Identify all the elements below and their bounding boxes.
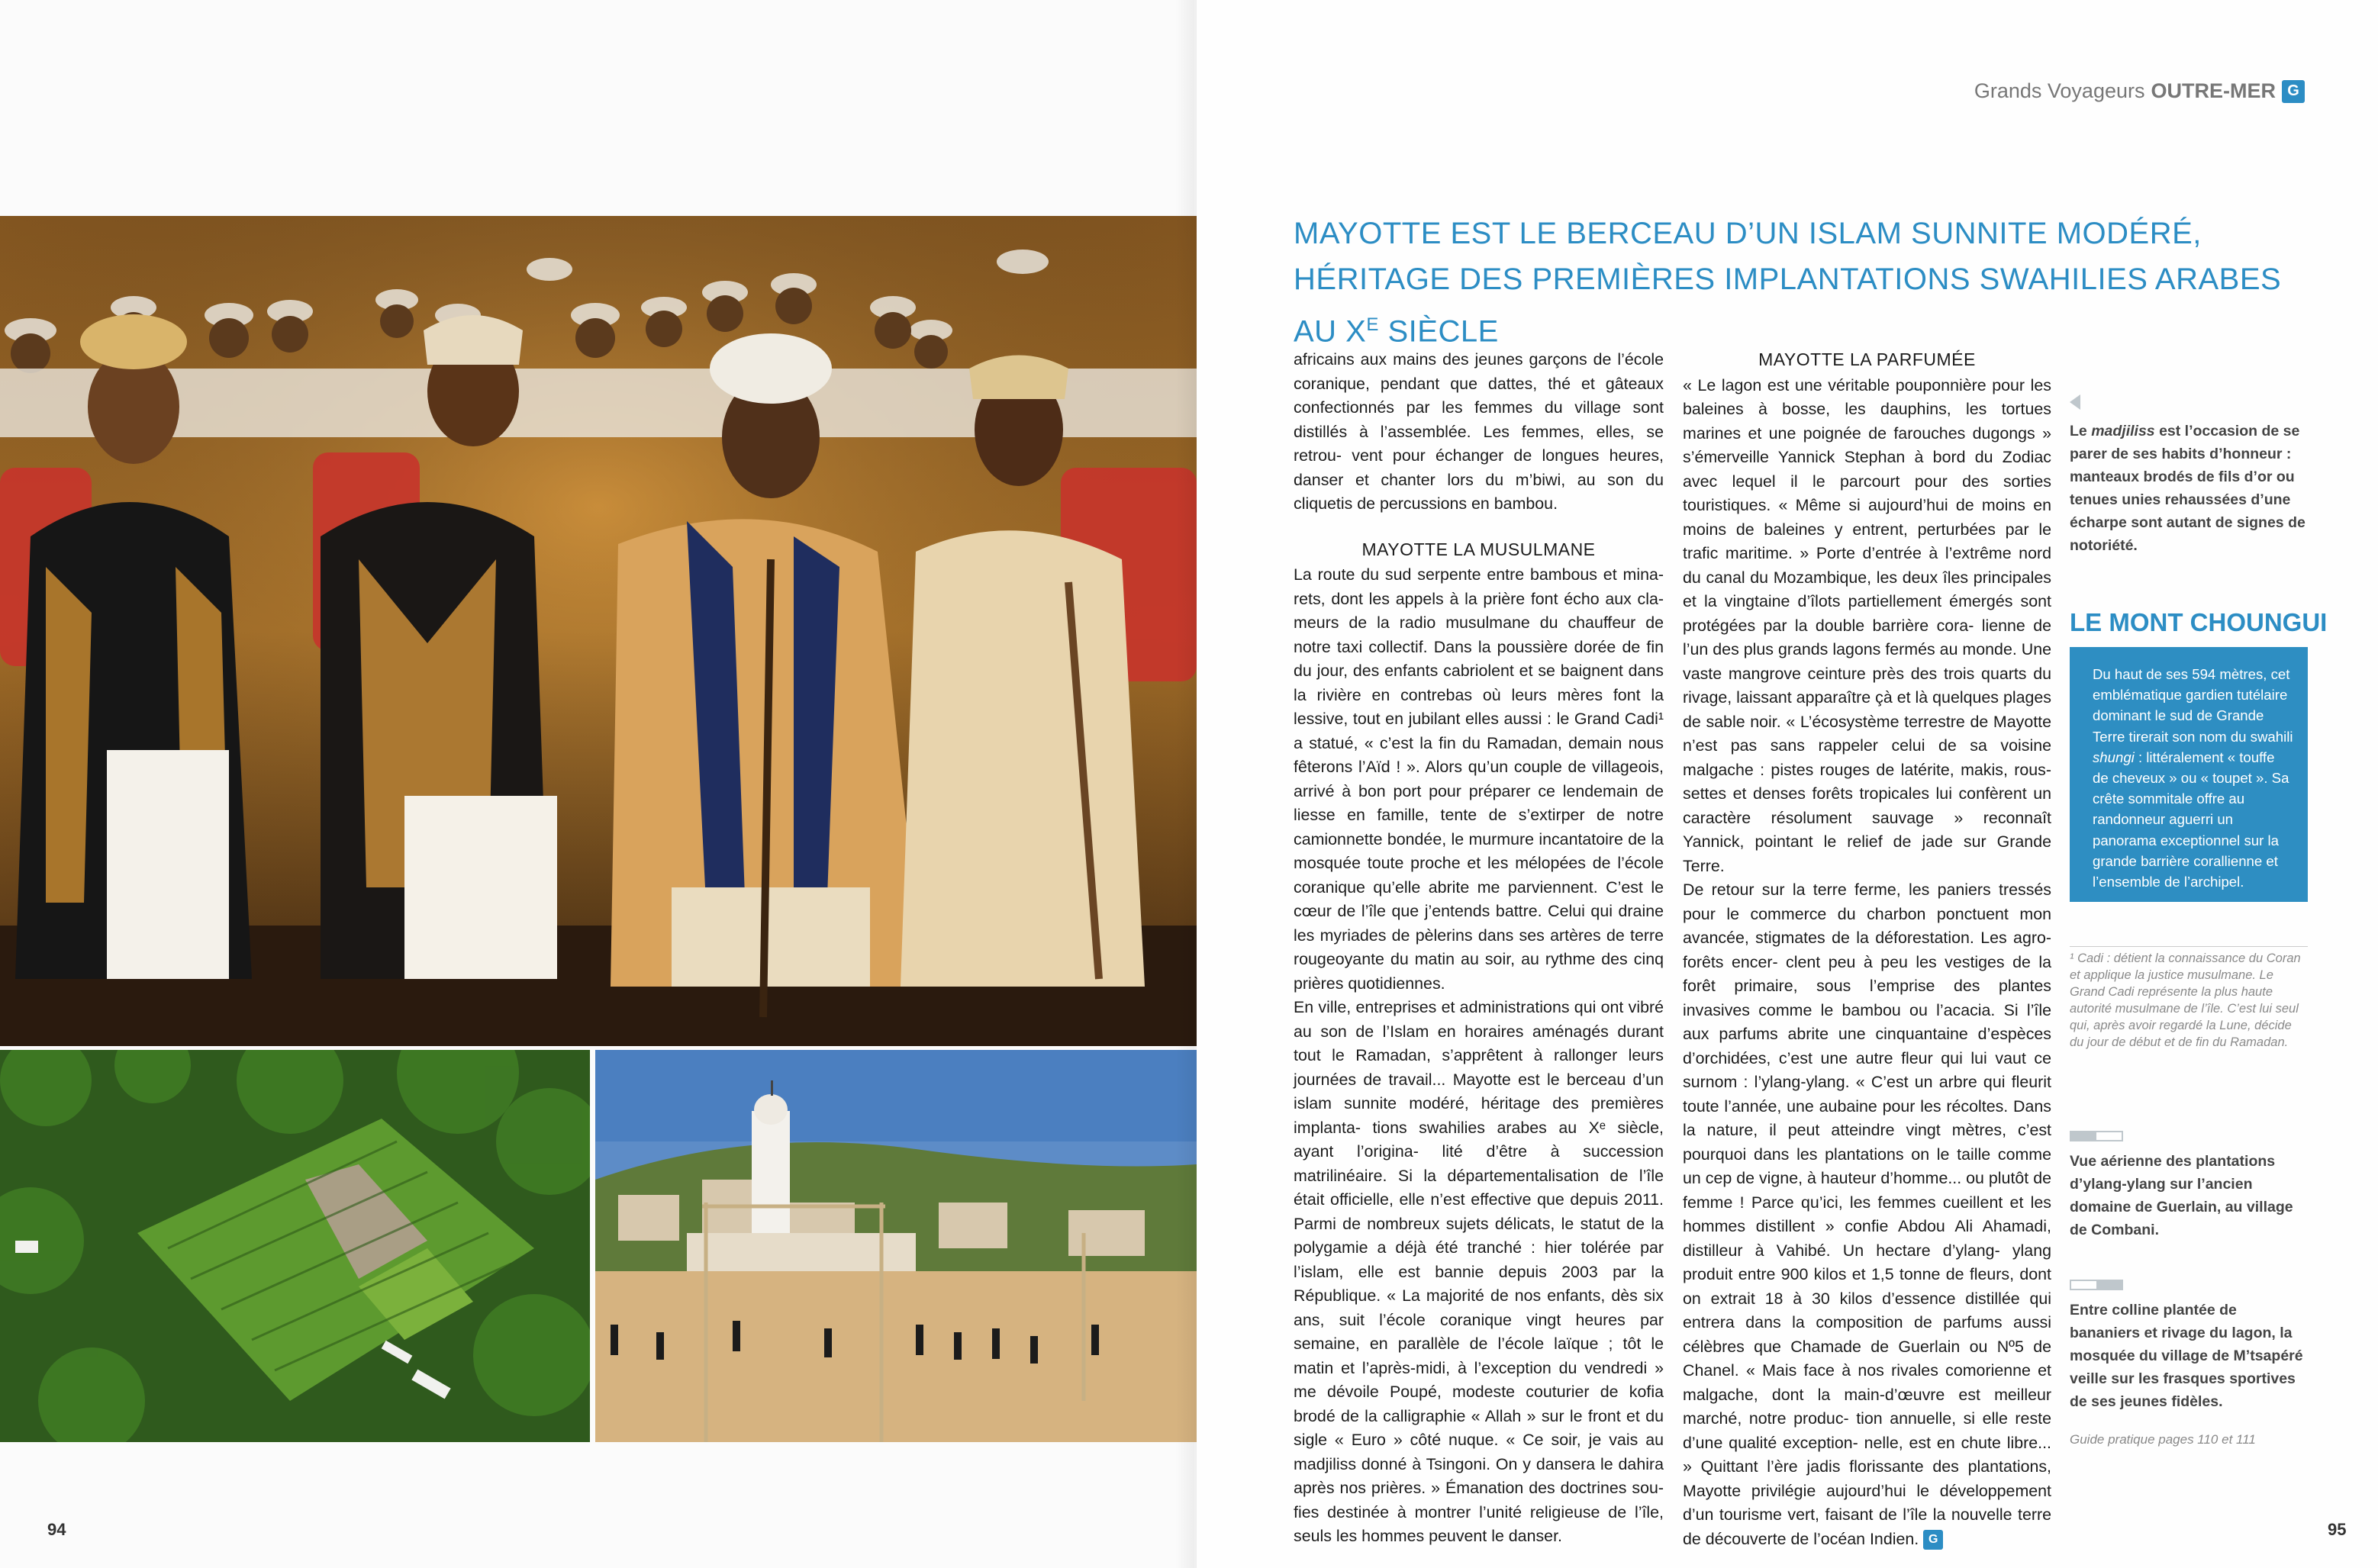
magazine-name: Grands Voyageurs xyxy=(1974,79,2145,102)
headline-superscript: E xyxy=(1366,314,1379,335)
body-column-2 xyxy=(1683,348,2051,1551)
body-column-1 xyxy=(1294,348,1664,1549)
paragraph-en-ville: En ville, entreprises et administrations qui ont vibré au son de l’Islam en horaires aménagés durant tout le Ramadan, s’apprêtent à rallonger leurs journées de travail... Mayotte est le berceau d’un islam sunnite modéré, héritage des premières implanta- tions swahilies arabes au Xᵉ siècle, ayant l’origina- lité d’être à succession matrilinéaire. Si la départementalisation de l’île était officielle, elle n’est effective que depuis 2011. Parmi de nombreux sujets délicats, le statut de la polygamie a déjà été tranché : hier tolérée par l’islam, elle est bannie depuis 2003 par la République. « La majorité de nos enfants, dès six ans, suit l’école coranique vingt heures par semaine, en parallèle de l’école laïque ; tôt le matin et l’après-midi, à l’exception du vendredi » me dévoile Poupé, modeste couturier de kofia brodé de la calligraphie « Allah » sur le front et du sigle « Euro » côté nuque. « Ce soir, je vais au madjiliss donné à Tsingoni. On y dansera le dahira après nos prières. » Émanation des doctrines sou- fies destinée à montrer l’unité religieuse de l’île, seuls les hommes peuvent le danser. xyxy=(1294,998,1664,1545)
info-box-em: shungi xyxy=(2093,749,2135,765)
box-title: LE MONT CHOUNGUI xyxy=(2070,608,2328,636)
article-end-icon: G xyxy=(1923,1530,1943,1550)
photo-mtsapere-mosque xyxy=(595,1050,1197,1442)
page-number-left: 94 xyxy=(47,1520,66,1539)
info-box-text-a: Du haut de ses 594 mètres, cet emblématique gardien tutélaire dominant le sud de Grande Terre tirerait son nom du swahili xyxy=(2093,666,2293,745)
caption-colline-text: Entre colline plantée de bananiers et rivage du lagon, la mosquée du village de M’tsapéré veille sur les frasques sportives de ses jeunes fidèles. xyxy=(2070,1302,2303,1410)
paragraph-terre-ferme xyxy=(1683,878,2051,1551)
caption-colline xyxy=(2070,1273,2308,1413)
paragraph-terre-ferme-text: De retour sur la terre ferme, les paniers tressés pour le commerce du charbon ponctuent mon avancée, stigmates de la déforestation. Les agro-forêts encer- clent peu à peu les vestiges de la forêt primaire, sous l’emprise des plantes invasives comme le bambou ou l’acacia. Si l’île aux parfums abrite une cinquantaine d’espèces d’orchidées, c’est une autre fleur qui lui vaut ce surnom : l’ylang-ylang. « C’est un arbre qui fleurit toute l’année, une aubaine pour les récoltes. Dans la nature, il peut atteindre vingt mètres, c’est pourquoi dans les plantations on le taille comme un cep de vigne, à hauteur d’homme... ou plutôt de femme ! Parce qu’ici, les femmes cueillent et les hommes distillent » confie Abdou Ali Ahamadi, distilleur à Vahibé. Un hectare d’ylang- ylang produit entre 900 kilos et 1,5 tonne de fleurs, dont on extrait 18 à 30 kilos d’essence distillée qui entrera dans la composition de parfums aussi célèbres que Chamade de Guerlain ou Nº5 de Chanel. « Mais face à nos rivales comorienne et malgache, dont la main-d’œuvre est meilleur marché, notre produc- tion annuelle, si elle reste d’une qualité exception- nelle, est en chute libre... » Quittant l’ère jadis florissante des plantations, Mayotte privilégie aujourd’hui le développement d’un tourisme vert, faisant de l’île la nouvelle terre de découverte de l’océan Indien. xyxy=(1683,881,2051,1548)
caption-arrow-left-icon xyxy=(2070,394,2308,417)
photo-dignitaries xyxy=(0,216,1197,1046)
paragraph-lagon: « Le lagon est une véritable pouponnière pour les baleines à bosse, les dauphins, les tortues marines et une poignée de farouches dugongs » s’émerveille Yannick Stephan à bord du Zodiac avec lequel il le parcourt pour des sorties touristiques. « Même si aujourd’hui de moins en moins de baleines y entrent, perturbées par le trafic maritime. » Porte d’entrée à l’extrême nord du canal du Mozambique, les deux îles principales et la vingtaine d’îlots partiellement émergés sont protégées par la double barrière cora- lienne de l’un des plus grands lagons fermés au monde. Une vaste mangrove ceinture près des trois quarts du rivage, laissant apparaître çà et là quelques plages de sable noir. « L’écosystème terrestre de Mayotte n’est pas sans rappeler celui de sa voisine malgache : pistes rouges de latérite, makis, rous- settes et denses forêts tropicales lui confèrent un caractère résolument sauvage » reconnaît Yannick, pointant le relief de jade sur Grande Terre. xyxy=(1683,375,2051,875)
running-header xyxy=(1974,79,2305,103)
headline-text: MAYOTTE EST LE BERCEAU D’UN ISLAM SUNNITE MODÉRÉ, HÉRITAGE DES PREMIÈRES IMPLANTATIONS SWAHILIES ARABES AU X xyxy=(1294,217,2282,349)
caption-aerial xyxy=(2070,1124,2308,1241)
guide-note: Guide pratique pages 110 et 111 xyxy=(2070,1432,2256,1447)
page-number-right: 95 xyxy=(2328,1520,2347,1539)
photo-ylang-plantation xyxy=(0,1050,590,1442)
magazine-logo-icon: G xyxy=(2282,80,2305,103)
caption-madjiliss xyxy=(2070,394,2308,557)
article-headline xyxy=(1294,211,2309,354)
paragraph-intro: africains aux mains des jeunes garçons de l’école coranique, pendant que dattes, thé et gâteaux confectionnés par les femmes du village sont distillés à l’assemblée. Les femmes, elles, se retrou- vent pour échanger de longues heures, danser et chanter lors du m’biwi, au son du cliquetis de percussions en bambou. xyxy=(1294,350,1664,513)
subhead-musulmane: MAYOTTE LA MUSULMANE xyxy=(1361,539,1596,559)
footnote-cadi: ¹ Cadi : détient la connaissance du Coran et applique la justice musulmane. Le Grand Cadi représente la plus haute autorité musulmane de l’île. C’est lui seul qui, après avoir regardé la Lune, décide du jour de début et de fin du Ramadan. xyxy=(2070,946,2308,1051)
caption-madjiliss-em: madjiliss xyxy=(2091,423,2155,439)
caption-madjiliss-text-b: est l’occasion de se parer de ses habits d’honneur : manteaux brodés de fils d’or ou tenues unies rehaussées d’une écharpe sont autant de signes de notoriété. xyxy=(2070,423,2306,554)
section-name: OUTRE-MER xyxy=(2151,79,2276,102)
photo-position-bottom-left-icon xyxy=(2070,1124,2308,1147)
photo-position-bottom-right-icon xyxy=(2070,1273,2308,1296)
caption-aerial-text: Vue aérienne des plantations d’ylang-ylang sur l’ancien domaine de Guerlain, au village de Combani. xyxy=(2070,1153,2293,1238)
caption-madjiliss-text-a: Le xyxy=(2070,423,2092,439)
subhead-parfumee: MAYOTTE LA PARFUMÉE xyxy=(1758,349,1976,369)
paragraph-route-sud: La route du sud serpente entre bambous et mina- rets, dont les appels à la prière font écho aux cla- meurs de la radio musulmane du chauffeur de notre taxi collectif. Dans la poussière dorée de fin du jour, des enfants cabriolent et se baignent dans la rivière en contrebas où leurs mères font la lessive, tout en jubilant elles aussi : le Grand Cadi¹ a statué, « c’est la fin du Ramadan, demain nous fêterons l’Aïd ! ». Alors qu’un couple de villageois, arrivé à bon port pour préparer ce lendemain de liesse en famille, tente de s’extirper de notre camionnette bondée, le murmure incantatoire de la mosquée toute proche et les mélopées de l’école coranique qu’elle abrite me parviennent. C’est le cœur de l’île que j’entends battre. Celui qui draine les myriades de pèlerins dans ses artères de terre rougeoyante du matin au soir, au rythme des cinq prières quotidiennes. xyxy=(1294,565,1664,993)
info-box-mont-choungui xyxy=(2070,647,2308,902)
headline-end: SIÈCLE xyxy=(1378,314,1499,349)
info-box-text-b: : littéralement « touffe de cheveux » ou « toupet ». Sa crête sommitale offre au randonneur aguerri un panorama exceptionnel sur la grande barrière corallienne et l’ensemble de l’archipel. xyxy=(2093,749,2289,890)
